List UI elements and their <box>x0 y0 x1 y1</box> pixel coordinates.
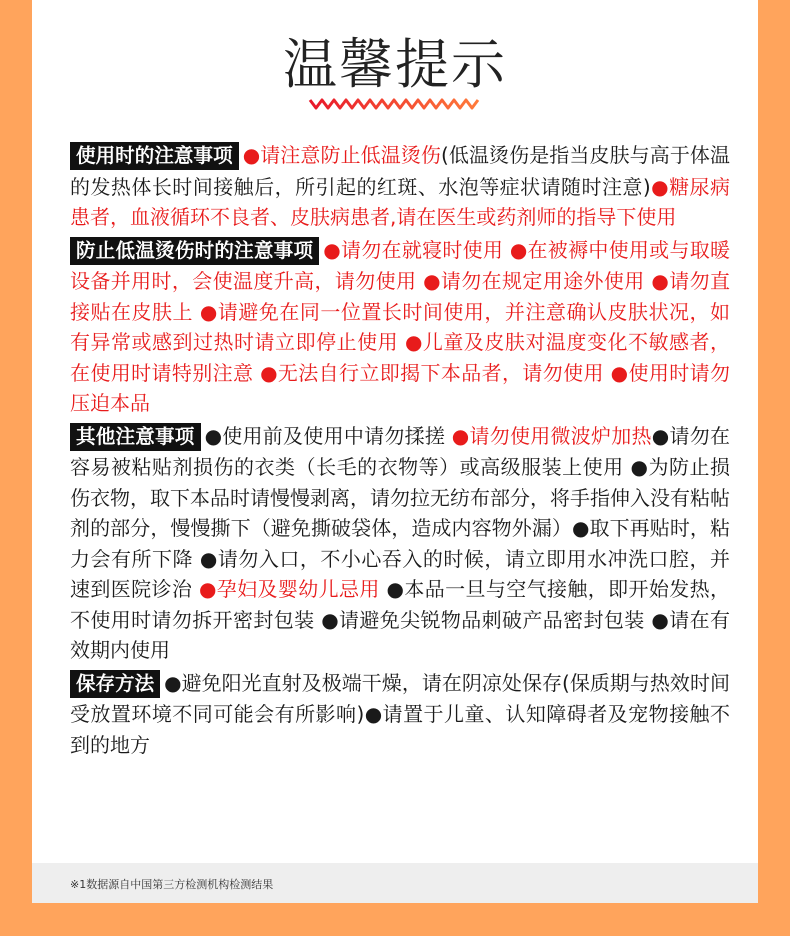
section-tag: 防止低温烫伤时的注意事项 <box>70 237 319 265</box>
notice-card <box>32 0 758 903</box>
warning-text: ●请勿使用微波炉加热 <box>451 423 652 448</box>
body-text: ●使用前及使用中请勿揉搓 <box>204 423 452 448</box>
section-tag: 其他注意事项 <box>70 423 201 451</box>
notice-section <box>70 668 730 761</box>
body-text: (低温烫伤是指当皮肤与高于体温的发热体长时间接触后，所引起的红斑、水泡等症状请随时注意) <box>70 143 730 199</box>
page-title: 温馨提示 <box>283 33 507 96</box>
warning-text: ●请注意防止低温烫伤 <box>242 143 441 167</box>
notice-section <box>70 140 730 233</box>
notice-section <box>70 421 730 666</box>
notice-section <box>70 235 730 419</box>
section-tag: 保存方法 <box>70 670 160 698</box>
warning-text: ●请勿在就寝时使用 ●在被褥中使用或与取暖设备并用时，会使温度升高，请勿使用 ●请勿在规定用途外使用 ●请勿直接贴在皮肤上 ●请避免在同一位置长时间使用，并注意确认皮肤状况，如有异常或感到过热时请立即停止使用 ●儿童及皮肤对温度变化不敏感者，在使用时请特别注意 ●无法自行立即揭下本品者，请勿使用 ●使用时请勿压迫本品 <box>70 237 730 415</box>
wave-divider <box>308 96 482 112</box>
notice-content <box>70 140 730 762</box>
section-tag: 使用时的注意事项 <box>70 142 239 170</box>
warning-text: ●糖尿病患者，血液循环不良者、皮肤病患者,请在医生或药剂师的指导下使用 <box>70 174 730 229</box>
body-text: ●避免阳光直射及极端干燥，请在阴凉处保存(保质期与热效时间受放置环境不同可能会有所影响)●请置于儿童、认知障碍者及宠物接触不到的地方 <box>70 670 730 757</box>
body-text: ●请勿在容易被粘贴剂损伤的衣类（长毛的衣物等）或高级服装上使用 ●为防止损伤衣物，取下本品时请慢慢剥离，请勿拉无纺布部分，将手指伸入没有粘帖剂的部分，慢慢撕下（避免撕破袋体，造成内容物外漏）●取下再贴时，粘力会有所下降 ●请勿入口，不小心吞入的时候，请立即用水冲洗口腔，并速到医院诊治 <box>70 423 731 601</box>
body-text: ●本品一旦与空气接触，即开始发热，不使用时请勿拆开密封包装 ●请避免尖锐物品刺破产品密封包装 ●请在有效期内使用 <box>70 577 730 662</box>
footer-bar <box>32 863 758 903</box>
warning-text: ●孕妇及婴幼儿忌用 <box>198 577 380 601</box>
footer-note: ※1数据源自中国第三方检测机构检测结果 <box>70 878 274 891</box>
